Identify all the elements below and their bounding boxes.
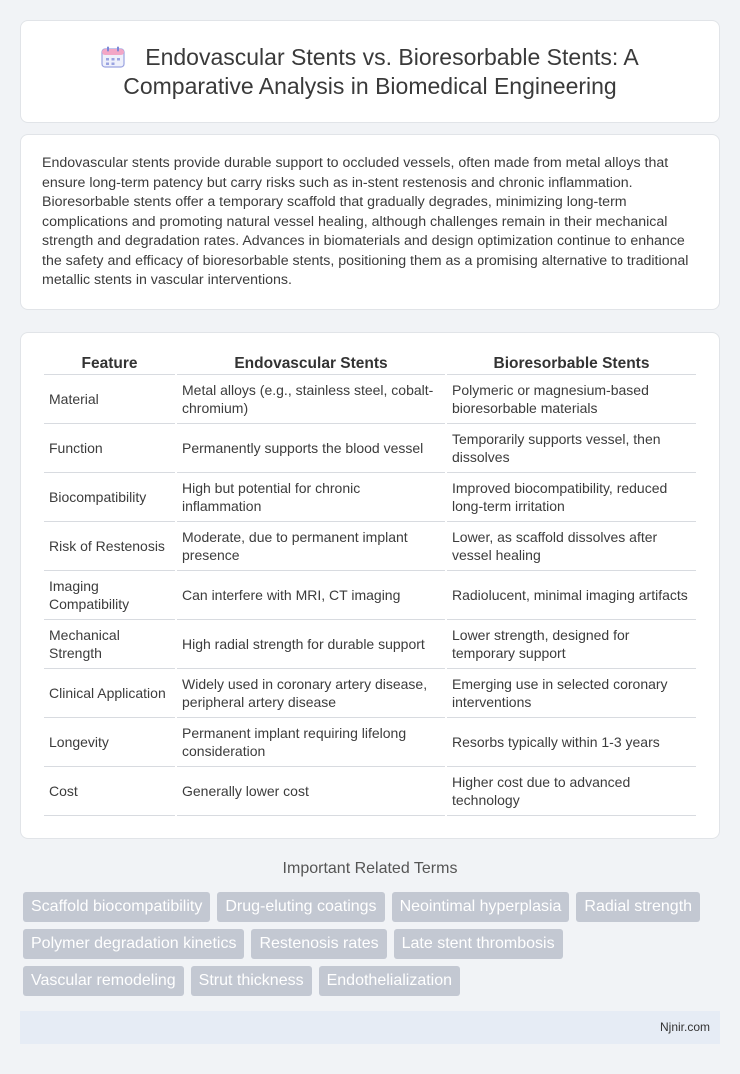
title-card (20, 20, 720, 123)
bioresorbable-cell: Higher cost due to advanced technology (447, 767, 696, 816)
feature-cell: Mechanical Strength (44, 620, 175, 669)
table-row (44, 522, 696, 571)
header-endovascular: Endovascular Stents (177, 353, 445, 375)
bioresorbable-cell: Emerging use in selected coronary interventions (447, 669, 696, 718)
related-term-tag[interactable]: Radial strength (576, 892, 700, 922)
table-row (44, 669, 696, 718)
feature-cell: Risk of Restenosis (44, 522, 175, 571)
table-row (44, 718, 696, 767)
bioresorbable-cell: Lower, as scaffold dissolves after vessel healing (447, 522, 696, 571)
comparison-table (42, 353, 698, 816)
page-title (21, 43, 719, 101)
endovascular-cell: Can interfere with MRI, CT imaging (177, 571, 445, 620)
intro-card (20, 134, 720, 310)
footer-site-link[interactable]: Njnir.com (659, 1020, 710, 1034)
feature-cell: Clinical Application (44, 669, 175, 718)
related-term-tag[interactable]: Drug-eluting coatings (217, 892, 384, 922)
bioresorbable-cell: Lower strength, designed for temporary support (447, 620, 696, 669)
related-term-tag[interactable]: Polymer degradation kinetics (23, 929, 244, 959)
related-term-tag[interactable]: Scaffold biocompatibility (23, 892, 210, 922)
feature-cell: Material (44, 375, 175, 424)
footer (20, 1011, 720, 1044)
related-term-tag[interactable]: Late stent thrombosis (394, 929, 563, 959)
related-term-tag[interactable]: Vascular remodeling (23, 966, 184, 996)
table-row (44, 620, 696, 669)
endovascular-cell: Metal alloys (e.g., stainless steel, cobalt-chromium) (177, 375, 445, 424)
feature-cell: Biocompatibility (44, 473, 175, 522)
bioresorbable-cell: Radiolucent, minimal imaging artifacts (447, 571, 696, 620)
feature-cell: Imaging Compatibility (44, 571, 175, 620)
table-row (44, 375, 696, 424)
feature-cell: Function (44, 424, 175, 473)
bioresorbable-cell: Temporarily supports vessel, then dissolves (447, 424, 696, 473)
intro-paragraph: Endovascular stents provide durable support to occluded vessels, often made from metal alloys that ensure long-term patency but carry risks such as in-stent restenosis and chronic inflammation. Bioresorbable stents offer a temporary scaffold that gradually degrades, minimizing long-term complications and promoting natural vessel healing, although challenges remain in their mechanical strength and degradation rates. Advances in biomaterials and design optimization continue to enhance the safety and efficacy of bioresorbable stents, positioning them as a promising alternative to traditional metallic stents in vascular interventions. (42, 155, 689, 288)
comparison-card (20, 332, 720, 839)
endovascular-cell: Permanent implant requiring lifelong consideration (177, 718, 445, 767)
related-terms-heading: Important Related Terms (282, 860, 458, 877)
table-row (44, 767, 696, 816)
page-title-text: Endovascular Stents vs. Bioresorbable Stents: A Comparative Analysis in Biomedical Engineering (123, 43, 639, 99)
related-term-tag[interactable]: Strut thickness (191, 966, 312, 996)
related-term-tag[interactable]: Restenosis rates (251, 929, 386, 959)
related-term-tag[interactable]: Endothelialization (319, 966, 460, 996)
endovascular-cell: High radial strength for durable support (177, 620, 445, 669)
related-term-tag[interactable]: Neointimal hyperplasia (392, 892, 570, 922)
endovascular-cell: Generally lower cost (177, 767, 445, 816)
endovascular-cell: Permanently supports the blood vessel (177, 424, 445, 473)
related-terms-list (23, 892, 723, 996)
table-row (44, 571, 696, 620)
endovascular-cell: Moderate, due to permanent implant presence (177, 522, 445, 571)
endovascular-cell: Widely used in coronary artery disease, peripheral artery disease (177, 669, 445, 718)
header-bioresorbable: Bioresorbable Stents (447, 353, 696, 375)
feature-cell: Longevity (44, 718, 175, 767)
table-header-row (44, 353, 696, 375)
bioresorbable-cell: Resorbs typically within 1-3 years (447, 718, 696, 767)
endovascular-cell: High but potential for chronic inflammation (177, 473, 445, 522)
calendar-icon (101, 46, 125, 68)
table-row (44, 473, 696, 522)
bioresorbable-cell: Improved biocompatibility, reduced long-term irritation (447, 473, 696, 522)
header-feature: Feature (44, 353, 175, 375)
bioresorbable-cell: Polymeric or magnesium-based bioresorbable materials (447, 375, 696, 424)
table-row (44, 424, 696, 473)
feature-cell: Cost (44, 767, 175, 816)
